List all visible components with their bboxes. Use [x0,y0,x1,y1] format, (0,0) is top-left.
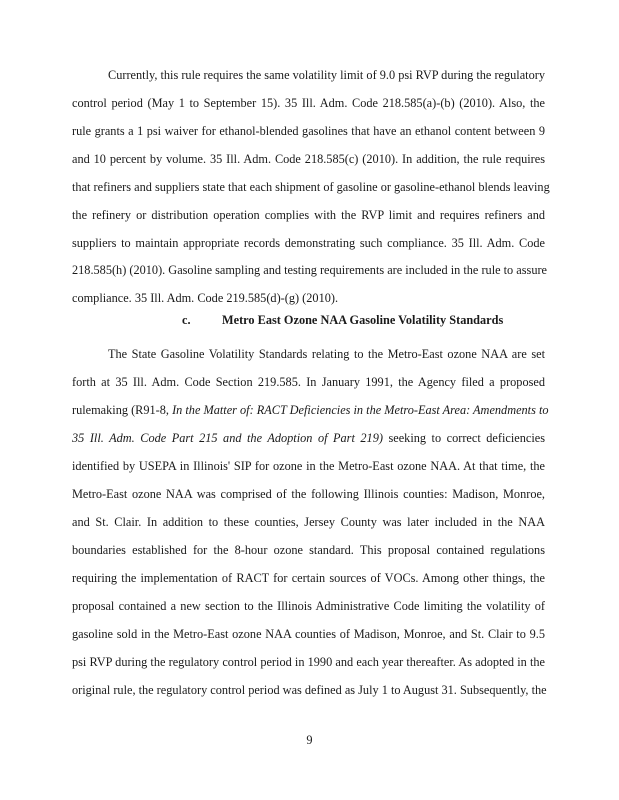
paragraph-2-line-6: Metro-East ozone NAA was comprised of the following Illinois counties: Madison, Monroe, [72,487,545,501]
paragraph-2-line-8: boundaries established for the 8-hour ozone standard. This proposal contained regulations [72,543,545,557]
paragraph-2-line-3 [72,403,549,418]
paragraph-2-line-2: forth at 35 Ill. Adm. Code Section 219.585. In January 1991, the Agency filed a proposed [72,375,545,389]
paragraph-2-line-4-text: seeking to correct deficiencies [382,431,545,445]
paragraph-1-line-5: that refiners and suppliers state that each shipment of gasoline or gasoline-ethanol blends leaving [72,180,550,194]
paragraph-2-line-11: gasoline sold in the Metro-East ozone NAA counties of Madison, Monroe, and St. Clair to 9.5 [72,627,545,641]
paragraph-1-line-7: suppliers to maintain appropriate records demonstrating such compliance. 35 Ill. Adm. Code [72,236,545,250]
paragraph-1-line-6: the refinery or distribution operation complies with the RVP limit and requires refiners and [72,208,545,222]
paragraph-2-line-10: proposal contained a new section to the Illinois Administrative Code limiting the volatility of [72,599,545,613]
case-title-italic-continued: 35 Ill. Adm. Code Part 215 and the Adoption of Part 219) [72,431,383,445]
paragraph-1-line-1: Currently, this rule requires the same volatility limit of 9.0 psi RVP during the regulatory [108,68,545,82]
page-number: 9 [306,733,313,747]
paragraph-2-line-12: psi RVP during the regulatory control period in 1990 and each year thereafter. As adopted in the [72,655,545,669]
paragraph-2-line-13: original rule, the regulatory control period was defined as July 1 to August 31. Subsequently, the [72,683,547,697]
paragraph-1-line-9: compliance. 35 Ill. Adm. Code 219.585(d)-(g) (2010). [72,291,339,305]
section-heading-letter: c. [182,313,191,327]
paragraph-1-line-4: and 10 percent by volume. 35 Ill. Adm. Code 218.585(c) (2010). In addition, the rule requires [72,152,545,166]
paragraph-2-line-7: and St. Clair. In addition to these counties, Jersey County was later included in the NAA [72,515,545,529]
paragraph-2-line-5: identified by USEPA in Illinois' SIP for ozone in the Metro-East ozone NAA. At that time, the [72,459,545,473]
paragraph-2-line-1: The State Gasoline Volatility Standards relating to the Metro-East ozone NAA are set [108,347,545,361]
paragraph-2-line-9: requiring the implementation of RACT for certain sources of VOCs. Among other things, the [72,571,545,585]
case-title-italic: In the Matter of: RACT Deficiencies in the Metro-East Area: Amendments to [172,403,549,417]
paragraph-1-line-2: control period (May 1 to September 15). 35 Ill. Adm. Code 218.585(a)-(b) (2010). Also, the [72,96,545,110]
paragraph-1-line-3: rule grants a 1 psi waiver for ethanol-blended gasolines that have an ethanol content between 9 [72,124,545,138]
paragraph-2-line-4 [72,431,545,446]
section-heading [182,313,503,328]
paragraph-2-line-3-text: rulemaking (R91-8, [72,403,173,417]
section-heading-title: Metro East Ozone NAA Gasoline Volatility Standards [222,313,504,327]
paragraph-1-line-8: 218.585(h) (2010). Gasoline sampling and testing requirements are included in the rule to assure [72,263,548,277]
